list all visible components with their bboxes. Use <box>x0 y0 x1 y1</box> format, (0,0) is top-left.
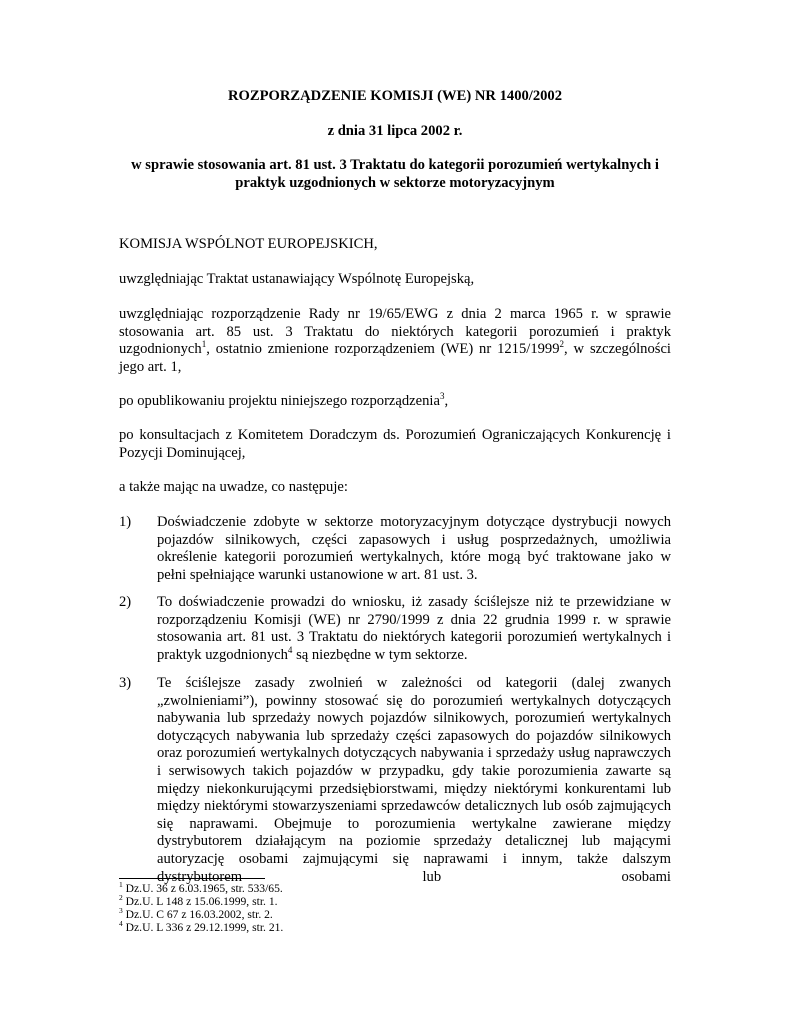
regulation-title: ROZPORZĄDZENIE KOMISJI (WE) NR 1400/2002 <box>227 88 563 104</box>
recital-draft-publication <box>119 393 671 411</box>
recital-council-regulation-text-a: uwzględniając rozporządzenie Rady nr 19/65/EWG z dnia 2 marca 1965 r. w sprawie stosowania art. 85 ust. 3 Traktatu do niektórych kategorii porozumień i praktyk uzgodnionych <box>119 306 671 358</box>
footnote-ref-1: 1 <box>201 339 207 350</box>
recital-item-text: Te ściślejsze zasady zwolnień w zależności od kategorii (dalej zwanych „zwolnieniami”), powinny stosować się do porozumień wertykalnych dotyczących nabywania lub sprzedaży nowych pojazdów silnikowych, porozumień wertykalnych dotyczących nabywania lub sprzedaży części zapasowych do pojazdów silnikowych oraz porozumień wertykalnych dotyczących nabywania i sprzedaży usług naprawczych i serwisowych takich pojazdów w przypadku, gdy takie porozumienia zawarte są między niekonkurującymi przedsiębiorstwami, między niektórymi konkurentami lub między niektórymi stowarzyszeniami sprzedawców detalicznych lub osób zajmujących się naprawami. Obejmuje to porozumienia wertykalne zawierane między dystrybutorem działającym na poziomie sprzedaży detalicznej lub mającymi autoryzację osobami zajmującymi się naprawami i innym, także dalszym dystrybutorem lub osobami <box>157 675 671 885</box>
footnote-ref-2: 2 <box>559 339 565 350</box>
footnote-2 <box>119 895 671 908</box>
footnote-text: Dz.U. L 148 z 15.06.1999, str. 1. <box>122 895 278 908</box>
recital-draft-text: po opublikowaniu projektu niniejszego rozporządzenia <box>119 393 440 409</box>
footnote-text: Dz.U. C 67 z 16.03.2002, str. 2. <box>122 908 273 921</box>
recital-item-number: 1) <box>119 514 132 530</box>
footnote-number: 3 <box>119 906 123 916</box>
recital-item-3 <box>119 675 671 886</box>
footnote-number: 1 <box>119 880 123 890</box>
footnote-3 <box>119 908 671 921</box>
regulation-subject <box>119 157 671 192</box>
footnote-separator <box>119 878 265 879</box>
footnote-number: 2 <box>119 893 123 903</box>
recital-consultation: po konsultacjach z Komitetem Doradczym ds. Porozumień Ograniczających Konkurencję i Pozycji Dominującej, <box>119 427 671 461</box>
recital-draft-end: , <box>444 393 449 409</box>
footnote-ref-3: 3 <box>439 391 445 402</box>
footnote-text: Dz.U. L 336 z 29.12.1999, str. 21. <box>122 921 284 934</box>
recital-item-2-text-a: To doświadczenie prowadzi do wniosku, iż zasady ściślejsze niż te przewidziane w rozporządzeniu Komisji (WE) nr 2790/1999 z dnia 22 grudnia 1999 r. w sprawie stosowania art. 81 ust. 3 Traktatu do niektórych kategorii porozumień wertykalnych i praktyk uzgodnionych <box>157 594 671 663</box>
footnote-number: 4 <box>119 919 123 929</box>
footnote-ref-4: 4 <box>287 644 293 655</box>
recital-whereas: a także mając na uwadze, co następuje: <box>119 479 348 495</box>
recital-item-number: 3) <box>119 675 132 691</box>
institution-heading: KOMISJA WSPÓLNOT EUROPEJSKICH, <box>119 236 378 252</box>
footnote-4 <box>119 921 671 934</box>
recital-council-regulation-text-c: , w szczególności jego art. 1, <box>119 341 671 375</box>
recital-item-number: 2) <box>119 594 132 610</box>
recital-item-1 <box>119 514 671 584</box>
recital-council-regulation-text-b: , ostatnio zmienione rozporządzeniem (WE) nr 1215/1999 <box>206 341 560 358</box>
recital-item-text <box>157 594 671 664</box>
regulation-subject-line-2: praktyk uzgodnionych w sektorze motoryzacyjnym <box>235 174 555 191</box>
recital-item-text: Doświadczenie zdobyte w sektorze motoryzacyjnym dotyczące dystrybucji nowych pojazdów silnikowych, części zapasowych i usług posprzedażnych, umożliwia określenie kategorii porozumień wertykalnych, które mogą być traktowane jako w pełni spełniające warunki ustanowione w art. 81 ust. 3. <box>157 514 671 583</box>
footnote-1 <box>119 882 671 895</box>
recital-council-regulation <box>119 306 671 376</box>
recital-treaty: uwzględniając Traktat ustanawiający Wspólnotę Europejską, <box>119 271 475 287</box>
regulation-date: z dnia 31 lipca 2002 r. <box>327 123 463 139</box>
recital-item-2-text-b: są niezbędne w tym sektorze. <box>292 646 468 663</box>
footnote-text: Dz.U. 36 z 6.03.1965, str. 533/65. <box>122 882 283 895</box>
regulation-subject-line-1: w sprawie stosowania art. 81 ust. 3 Traktatu do kategorii porozumień wertykalnych i <box>131 157 659 173</box>
recital-item-2 <box>119 594 671 664</box>
